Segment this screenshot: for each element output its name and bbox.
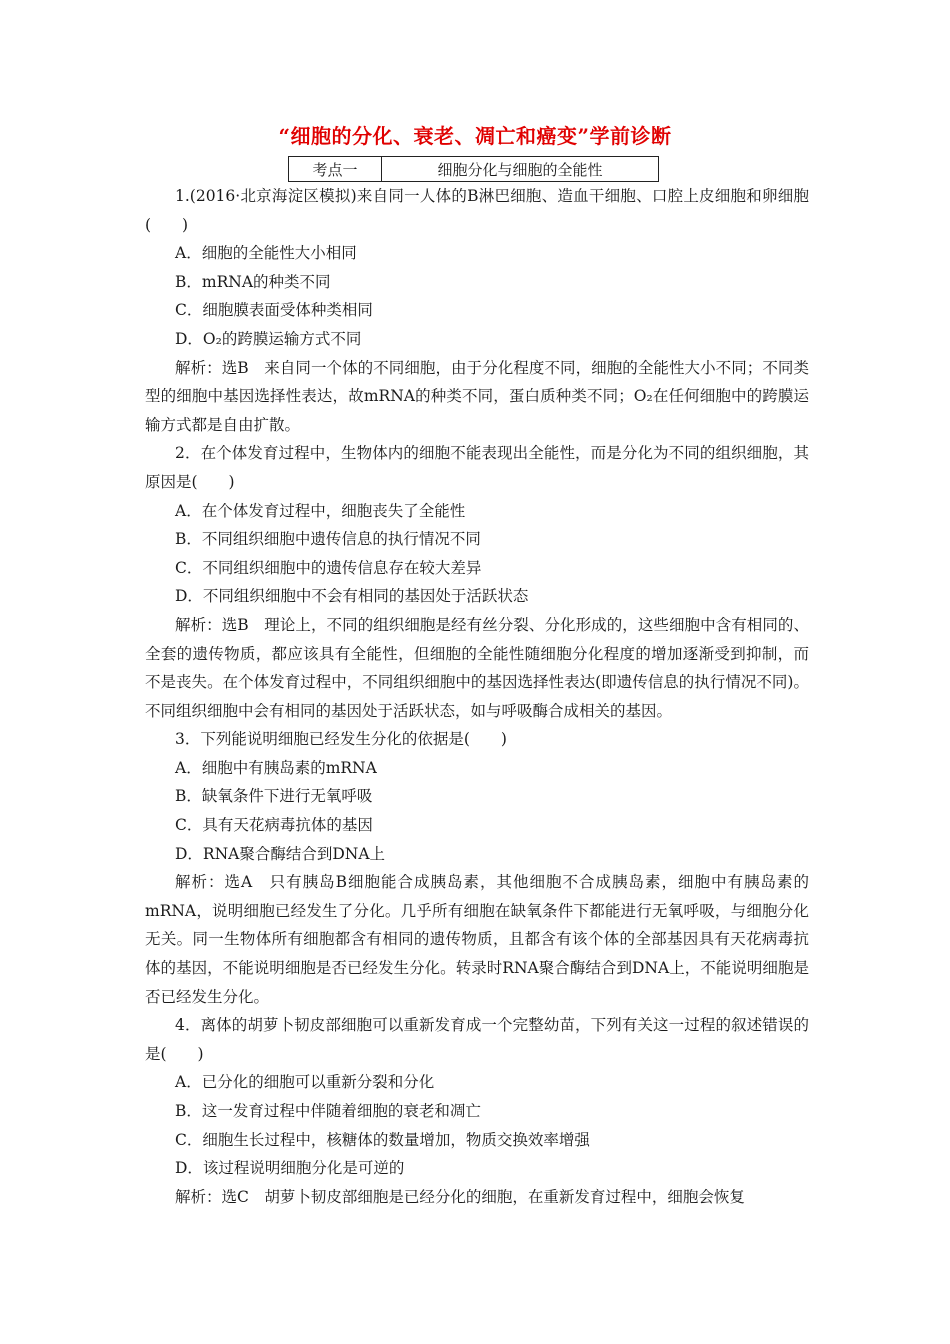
question-stem: 1.(2016·北京海淀区模拟)来自同一人体的B淋巴细胞、造血干细胞、口腔上皮细胞和卵细胞( ): [145, 187, 809, 234]
answer-analysis: 解析：选C 胡萝卜韧皮部细胞是已经分化的细胞，在重新发育过程中，细胞会恢复: [175, 1187, 745, 1206]
question-option: C．细胞生长过程中，核糖体的数量增加，物质交换效率增强: [175, 1130, 590, 1149]
topic-name: 细胞分化与细胞的全能性: [382, 157, 659, 182]
question-option: B．这一发育过程中伴随着细胞的衰老和凋亡: [175, 1102, 481, 1120]
question-option: C．不同组织细胞中的遗传信息存在较大差异: [175, 558, 482, 577]
question-option: A．细胞中有胰岛素的mRNA: [175, 758, 377, 777]
answer-analysis: 解析：选A 只有胰岛B细胞能合成胰岛素，其他细胞不合成胰岛素，细胞中有胰岛素的mRNA，说明细胞已经发生了分化。几乎所有细胞在缺氧条件下都能进行无氧呼吸，与细胞分化无关。同一生物体所有细胞都含有相同的遗传物质，且都含有该个体的全部基因具有天花病毒抗体的基因，不能说明细胞是否已经发生分化。转录时RNA聚合酶结合到DNA上，不能说明细胞是否已经发生分化。: [145, 873, 809, 1006]
answer-analysis: 解析：选B 来自同一个体的不同细胞，由于分化程度不同，细胞的全能性大小不同；不同类型的细胞中基因选择性表达，故mRNA的种类不同，蛋白质种类不同；O₂在任何细胞中的跨膜运输方式都是自由扩散。: [145, 358, 809, 434]
question-option: A．细胞的全能性大小相同: [175, 244, 357, 263]
page-title: “细胞的分化、衰老、凋亡和癌变”学前诊断: [278, 124, 672, 148]
question-option: D．该过程说明细胞分化是可逆的: [175, 1159, 405, 1178]
question-list: [145, 182, 809, 1211]
question-option: B．缺氧条件下进行无氧呼吸: [175, 787, 373, 806]
question-stem: 4．离体的胡萝卜韧皮部细胞可以重新发育成一个完整幼苗，下列有关这一过程的叙述错误的是( ): [145, 1016, 809, 1063]
question-stem: 2．在个体发育过程中，生物体内的细胞不能表现出全能性，而是分化为不同的组织细胞，其原因是( ): [145, 444, 809, 491]
question-option: A．已分化的细胞可以重新分裂和分化: [175, 1073, 435, 1092]
question-option: C．具有天花病毒抗体的基因: [175, 816, 373, 835]
topic-label: 考点一: [289, 157, 382, 182]
question-option: D．不同组织细胞中不会有相同的基因处于活跃状态: [175, 587, 529, 606]
question-option: D．O₂的跨膜运输方式不同: [175, 329, 362, 348]
answer-analysis: 解析：选B 理论上，不同的组织细胞是经有丝分裂、分化形成的，这些细胞中含有相同的、全套的遗传物质，都应该具有全能性，但细胞的全能性随细胞分化程度的增加逐渐受到抑制，而不是丧失。在个体发育过程中，不同组织细胞中的基因选择性表达(即遗传信息的执行情况不同)。不同组织细胞中会有相同的基因处于活跃状态，如与呼吸酶合成相关的基因。: [145, 615, 809, 720]
topic-box: [288, 156, 659, 182]
question-option: D．RNA聚合酶结合到DNA上: [175, 844, 386, 863]
question-option: B．不同组织细胞中遗传信息的执行情况不同: [175, 530, 481, 549]
question-option: A．在个体发育过程中，细胞丧失了全能性: [175, 501, 466, 520]
question-option: B．mRNA的种类不同: [175, 272, 331, 291]
question-stem: 3．下列能说明细胞已经发生分化的依据是( ): [175, 730, 507, 749]
question-option: C．细胞膜表面受体种类相同: [175, 301, 373, 320]
